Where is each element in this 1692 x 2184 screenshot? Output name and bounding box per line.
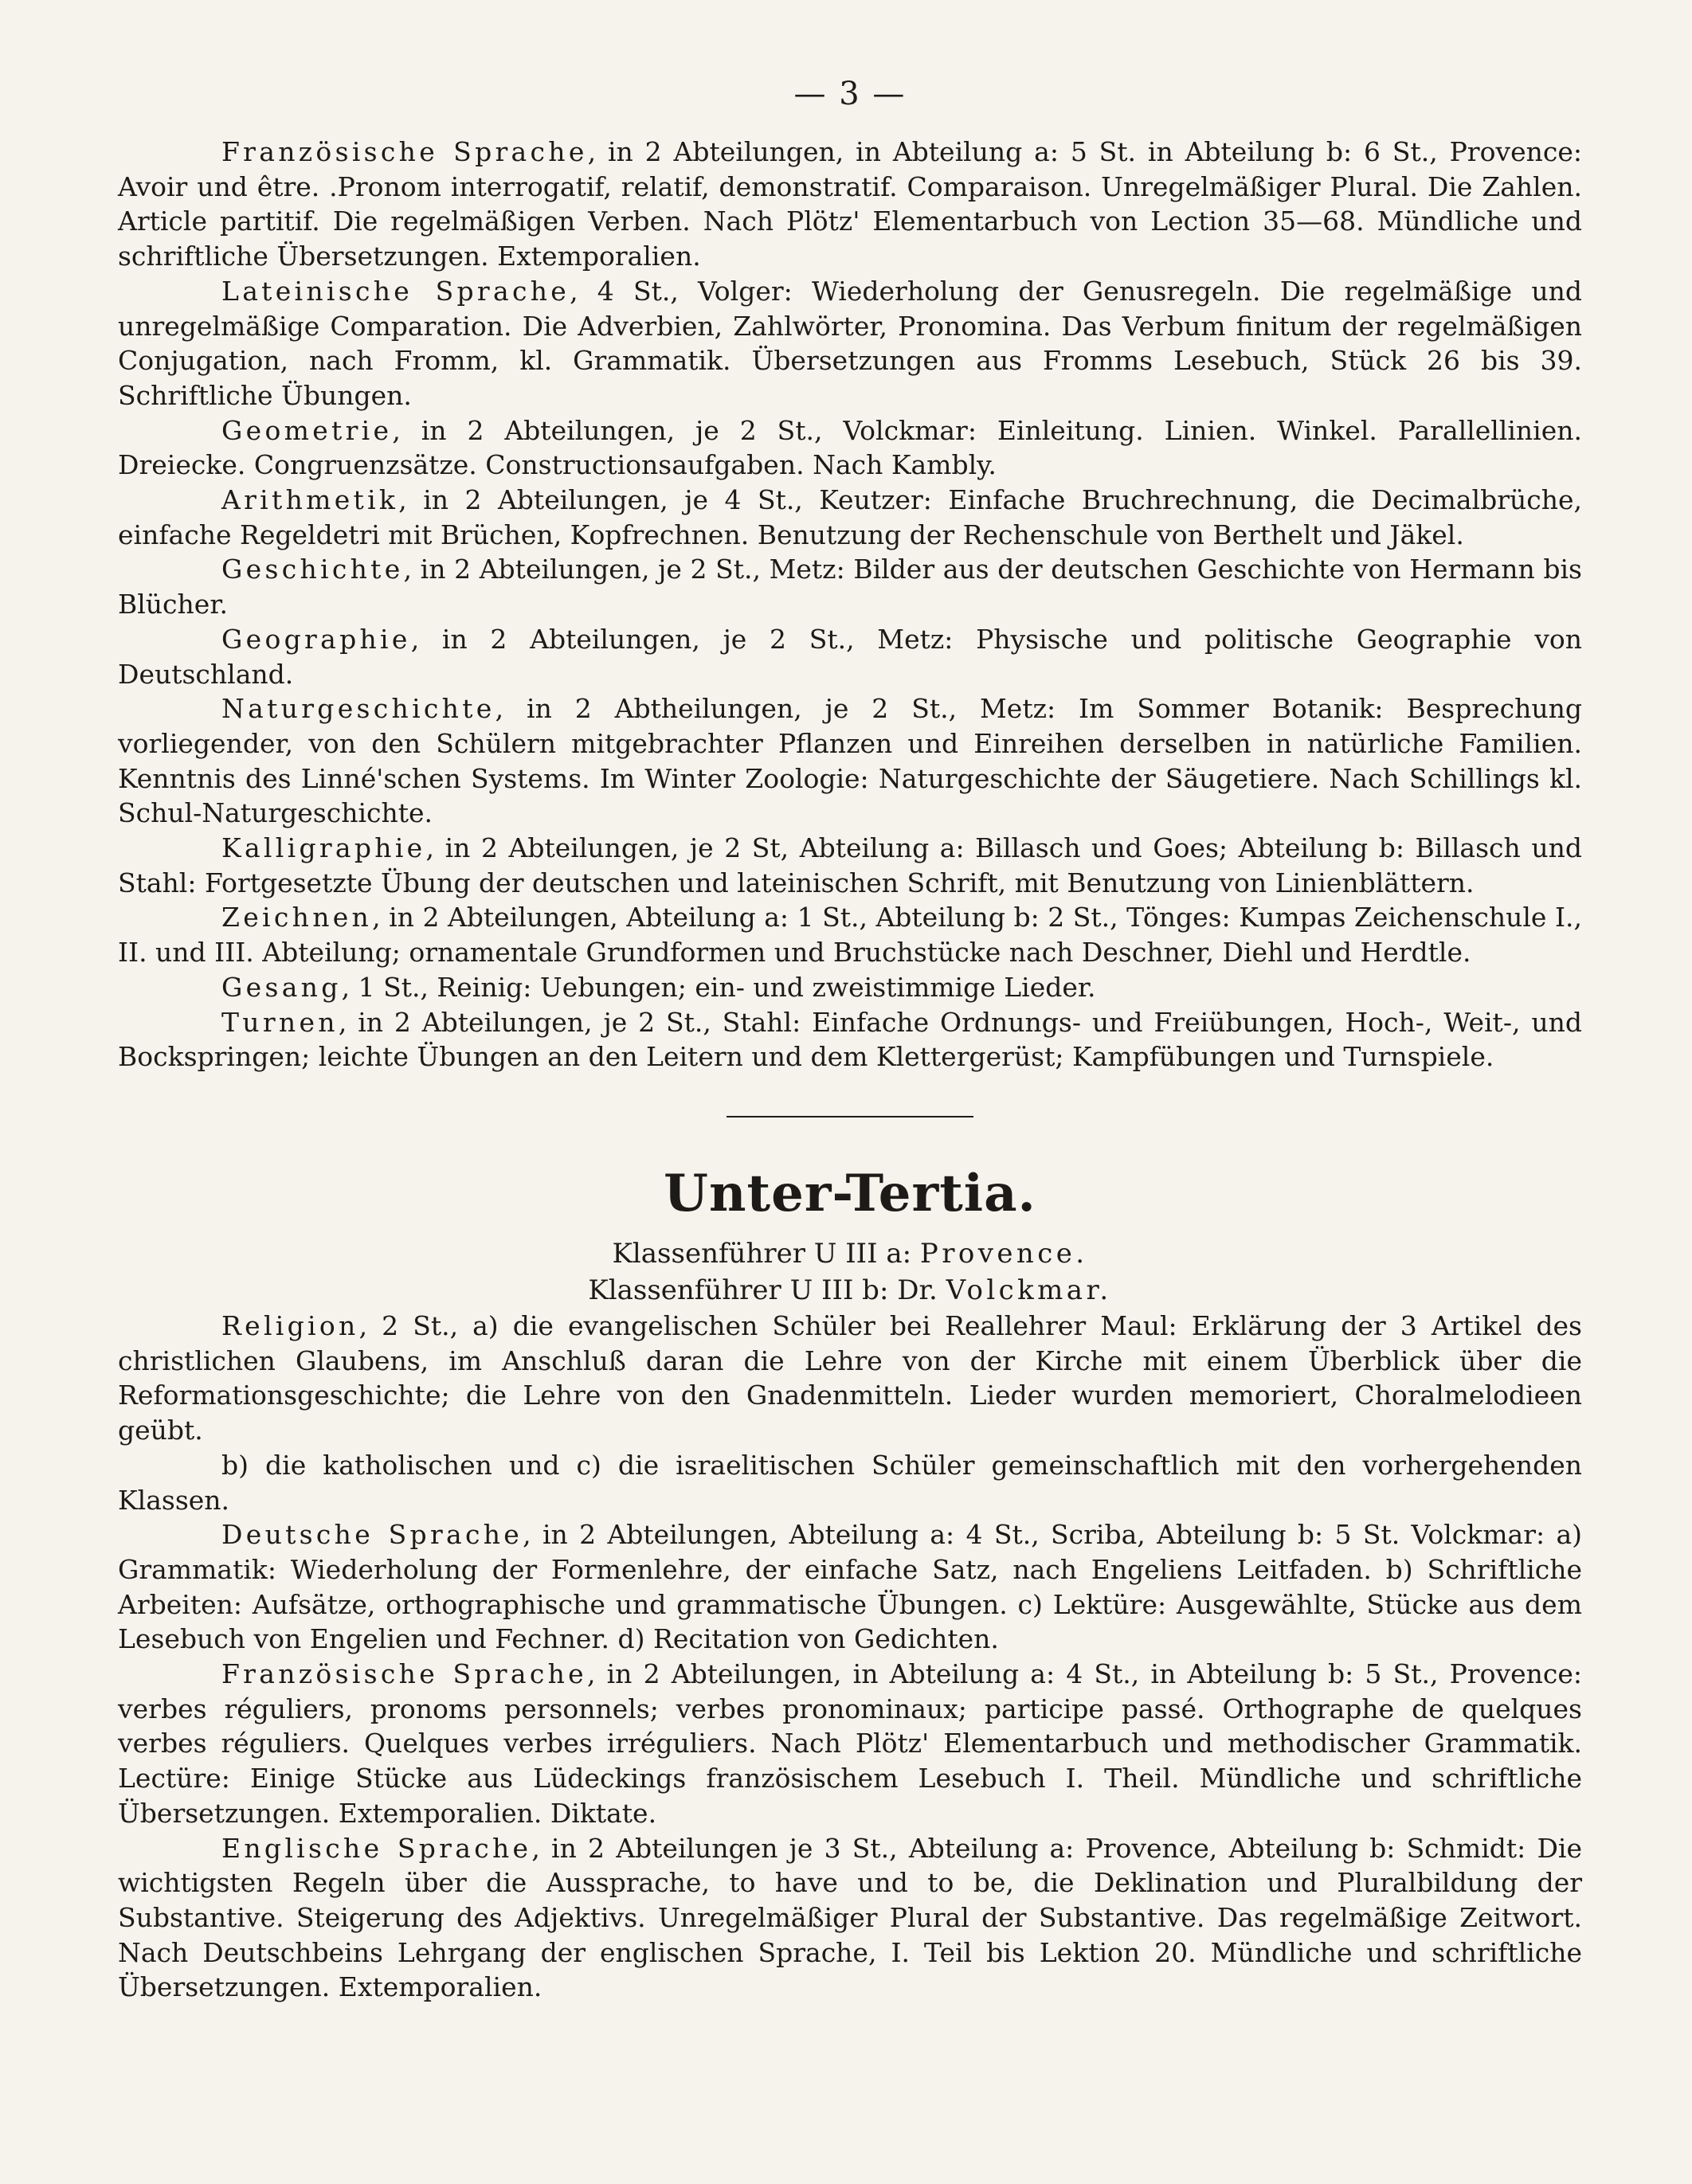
subject-list-top xyxy=(118,135,1582,1074)
paragraph-geographie xyxy=(118,622,1582,691)
paragraph-text: , in 2 Abtheilungen, je 2 St., Metz: Im Sommer Botanik: Besprechung vorliegender, von den Schülern mitgebrachter Pflanzen und Einreihen derselben in natürliche Familien. Kenntnis des Linné'schen Systems. Im Winter Zoologie: Naturgeschichte der Säugetiere. Nach Schillings kl. Schul-Naturgeschichte. xyxy=(118,693,1582,829)
page-number: — 3 — xyxy=(793,76,907,112)
paragraph-franzoesisch-top xyxy=(118,135,1582,274)
subject-heading: Kalligraphie xyxy=(221,832,426,864)
paragraph-text: , in 2 Abteilungen, je 2 St., Stahl: Einfache Ordnungs- und Freiübungen, Hoch-, Weit-, und Bockspringen; leichte Übungen an den Leitern und dem Klettergerüst; Kampfübungen und Turnspiele. xyxy=(118,1006,1582,1073)
paragraph-text: , 4 St., Volger: Wiederholung der Genusregeln. Die regelmäßige und unregelmäßige Comparation. Die Adverbien, Zahlwörter, Pronomina. Das Verbum finitum der regelmäßigen Conjugation, nach Fromm, kl. Grammatik. Übersetzungen aus Fromms Lesebuch, Stück 26 bis 39. Schriftliche Übungen. xyxy=(118,275,1582,411)
paragraph-text: , 1 St., Reinig: Uebungen; ein- und zweistimmige Lieder. xyxy=(341,971,1096,1003)
class-leader-a xyxy=(118,1235,1582,1272)
class-leader-b xyxy=(118,1272,1582,1309)
class-leader-a-name: Provence. xyxy=(919,1237,1088,1270)
paragraph-religion-b xyxy=(118,1448,1582,1517)
subject-heading: Englische Sprache xyxy=(221,1832,532,1864)
paragraph-text: , in 2 Abteilungen, je 2 St., Metz: Physische und politische Geographie von Deutschland. xyxy=(118,623,1582,690)
subject-heading: Geographie xyxy=(221,623,411,655)
subject-heading: Französische Sprache xyxy=(221,136,588,167)
paragraph-text: , in 2 Abteilungen, in Abteilung a: 4 St., in Abteilung b: 5 St., Provence: verbes réguliers, pronoms personnels; verbes pronominaux; participe passé. Orthographe de quelques verbes réguliers. Quelques verbes irréguliers. Nach Plötz' Elementarbuch und methodischer Grammatik. Lectüre: Einige Stücke aus Lüdeckings französischem Lesebuch I. Theil. Mündliche und schriftliche Übersetzungen. Extemporalien. Diktate. xyxy=(118,1658,1582,1829)
paragraph-text: , in 2 Abteilungen je 3 St., Abteilung a: Provence, Abteilung b: Schmidt: Die wichtigsten Regeln über die Aussprache, to have und to be, die Deklination und Pluralbildung der Substantive. Steigerung des Adjektivs. Unregelmäßiger Plural der Substantive. Das regelmäßige Zeitwort. Nach Deutschbeins Lehrgang der englischen Sprache, I. Teil bis Lektion 20. Mündliche und schriftliche Übersetzungen. Extemporalien. xyxy=(118,1832,1582,2003)
paragraph-text: , in 2 Abteilungen, je 2 St, Abteilung a: Billasch und Goes; Abteilung b: Billasch und Stahl: Fortgesetzte Übung der deutschen und lateinischen Schrift, mit Benutzung von Linienblättern. xyxy=(118,832,1582,898)
paragraph-geschichte xyxy=(118,552,1582,621)
paragraph-franzoesisch-bottom xyxy=(118,1657,1582,1831)
paragraph-gesang xyxy=(118,970,1582,1005)
paragraph-naturgeschichte xyxy=(118,691,1582,831)
paragraph-kalligraphie xyxy=(118,831,1582,900)
subject-heading: Arithmetik xyxy=(221,484,399,516)
subject-list-bottom xyxy=(118,1309,1582,2005)
paragraph-text: , in 2 Abteilungen, Abteilung a: 4 St., Scriba, Abteilung b: 5 St. Volckmar: a) Grammatik: Wiederholung der Formenlehre, der einfache Satz, nach Engeliens Leitfaden. b) Schriftliche Arbeiten: Aufsätze, orthographische und grammatische Übungen. c) Lektüre: Ausgewählte, Stücke aus dem Lesebuch von Engelien und Fechner. d) Recitation von Gedichten. xyxy=(118,1519,1582,1655)
paragraph-geometrie xyxy=(118,413,1582,483)
paragraph-text: , 2 St., a) die evangelischen Schüler bei Reallehrer Maul: Erklärung der 3 Artikel des christlichen Glaubens, im Anschluß daran die Lehre von der Kirche mit einem Überblick über die Reformationsgeschichte; die Lehre von den Gnadenmitteln. Lieder wurden memoriert, Choralmelodieen geübt. xyxy=(118,1309,1582,1446)
subject-heading: Turnen xyxy=(221,1006,339,1038)
paragraph-text: , in 2 Abteilungen, je 2 St., Metz: Bilder aus der deutschen Geschichte von Hermann bis Blücher. xyxy=(118,554,1582,620)
class-leader-b-label: Klassenführer U III b: Dr. xyxy=(588,1274,946,1306)
paragraph-religion xyxy=(118,1309,1582,1448)
subject-heading: Deutsche Sprache xyxy=(221,1519,523,1551)
paragraph-text: , in 2 Abteilungen, in Abteilung a: 5 St. in Abteilung b: 6 St., Provence: Avoir und être. .Pronom interrogatif, relatif, demonstratif. Comparaison. Unregelmäßiger Plural. Die Zahlen. Article partitif. Die regelmäßigen Verben. Nach Plötz' Elementarbuch von Lection 35—68. Mündliche und schriftliche Übersetzungen. Extemporalien. xyxy=(118,136,1582,272)
subject-heading: Geometrie xyxy=(221,414,393,446)
section-title: Unter-Tertia. xyxy=(664,1163,1036,1223)
subject-heading: Lateinische Sprache xyxy=(221,275,570,307)
class-leader-a-label: Klassenführer U III a: xyxy=(612,1237,920,1270)
paragraph-deutsch xyxy=(118,1517,1582,1657)
paragraph-arithmetik xyxy=(118,483,1582,552)
paragraph-englisch xyxy=(118,1831,1582,2006)
subject-heading: Gesang xyxy=(221,971,342,1003)
class-leader-b-name: Volckmar. xyxy=(946,1274,1112,1306)
subject-heading: Französische Sprache xyxy=(221,1658,587,1690)
subject-heading: Zeichnen xyxy=(221,902,373,933)
paragraph-text: , in 2 Abteilungen, je 2 St., Volckmar: Einleitung. Linien. Winkel. Parallellinien. Dreiecke. Congruenzsätze. Constructionsaufgaben. Nach Kambly. xyxy=(118,414,1582,481)
paragraph-latein xyxy=(118,274,1582,413)
paragraph-turnen xyxy=(118,1005,1582,1074)
paragraph-text: , in 2 Abteilungen, Abteilung a: 1 St., Abteilung b: 2 St., Tönges: Kumpas Zeichenschule I., II. und III. Abteilung; ornamentale Grundformen und Bruchstücke nach Deschner, Diehl und Herdtle. xyxy=(118,902,1582,969)
subject-heading: Naturgeschichte xyxy=(221,693,495,725)
subject-heading: Geschichte xyxy=(221,554,404,585)
section-divider xyxy=(727,1116,973,1117)
subject-heading: Religion xyxy=(221,1309,359,1341)
paragraph-text: b) die katholischen und c) die israelitischen Schüler gemeinschaftlich mit den vorhergehenden Klassen. xyxy=(118,1449,1582,1516)
paragraph-zeichnen xyxy=(118,900,1582,969)
paragraph-text: , in 2 Abteilungen, je 4 St., Keutzer: Einfache Bruchrechnung, die Decimalbrüche, einfache Regeldetri mit Brüchen, Kopfrechnen. Benutzung der Rechenschule von Berthelt und Jäkel. xyxy=(118,484,1582,550)
